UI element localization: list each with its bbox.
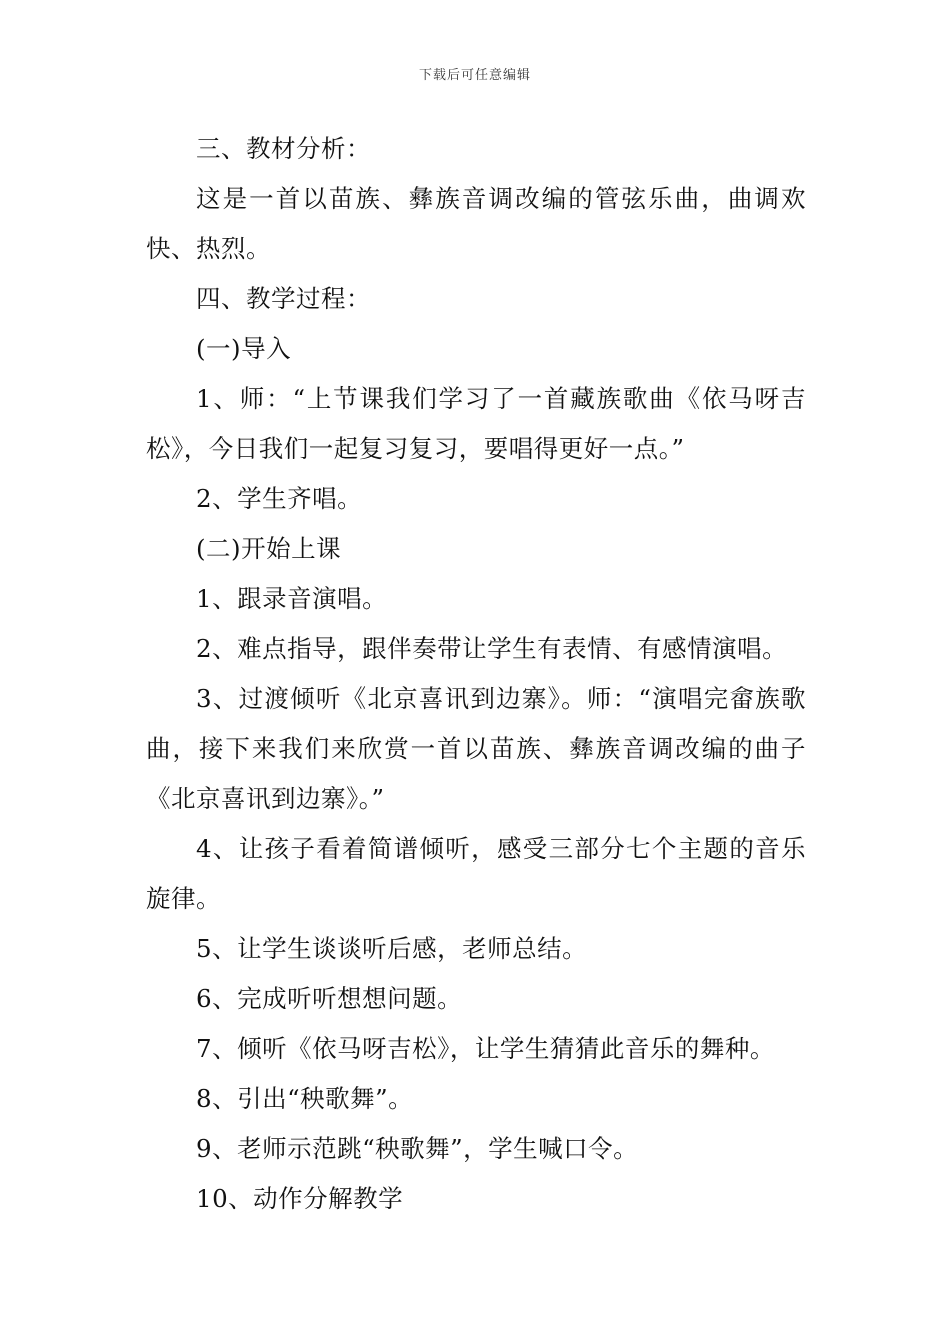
list-item: 6、完成听听想想问题。 xyxy=(196,984,463,1013)
page-header: 下载后可任意编辑 xyxy=(418,68,531,83)
list-item: 7、倾听《依马呀吉松》，让学生猜猜此音乐的舞种。 xyxy=(196,1034,775,1063)
list-item: 8、引出“秧歌舞”。 xyxy=(196,1084,414,1113)
list-item: 3、过渡倾听《北京喜讯到边寨》。师：“演唱完畲族歌曲，接下来我们来欣赏一首以苗族、彝族音调改编的曲子《北京喜讯到边寨》。” xyxy=(146,684,806,813)
list-item: 1、跟录音演唱。 xyxy=(196,584,388,613)
paragraph-textbook-description: 这是一首以苗族、彝族音调改编的管弦乐曲，曲调欢快、热烈。 xyxy=(146,184,806,263)
list-item: 2、学生齐唱。 xyxy=(196,484,363,513)
subheading-start-class: (二)开始上课 xyxy=(196,534,342,563)
list-item: 9、老师示范跳“秧歌舞”，学生喊口令。 xyxy=(196,1134,639,1163)
list-item: 1、师：“上节课我们学习了一首藏族歌曲《依马呀吉松》，今日我们一起复习复习，要唱得更好一点。” xyxy=(146,384,806,463)
subheading-introduction: (一)导入 xyxy=(196,334,292,363)
document-body xyxy=(146,124,806,1224)
section-heading-textbook-analysis: 三、教材分析： xyxy=(196,134,371,163)
section-heading-teaching-process: 四、教学过程： xyxy=(196,284,371,313)
list-item: 2、难点指导，跟伴奏带让学生有表情、有感情演唱。 xyxy=(196,634,788,663)
list-item: 4、让孩子看着简谱倾听，感受三部分七个主题的音乐旋律。 xyxy=(146,834,806,913)
list-item: 5、让学生谈谈听后感，老师总结。 xyxy=(196,934,588,963)
list-item: 10、动作分解教学 xyxy=(196,1184,404,1213)
